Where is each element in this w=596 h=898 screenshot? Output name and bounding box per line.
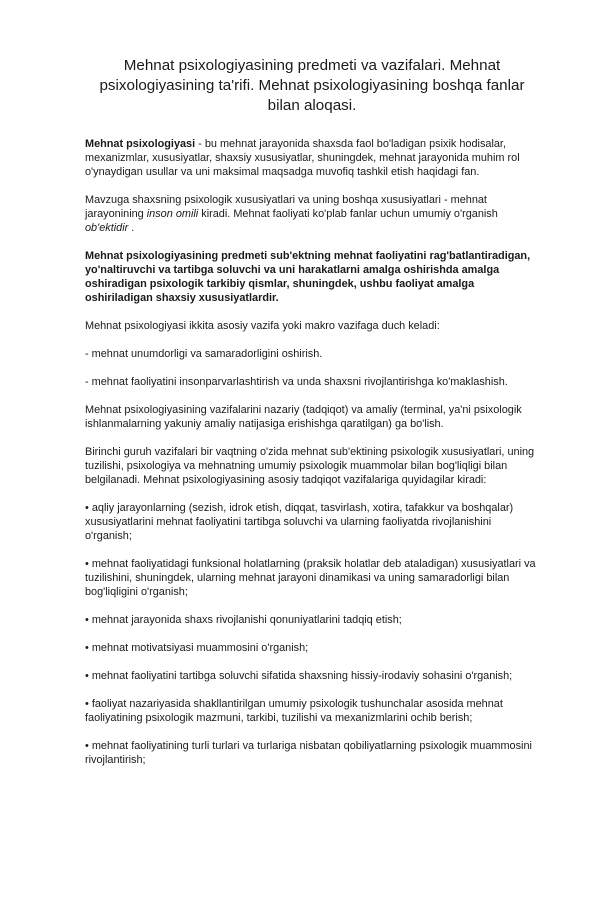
- definition-term: Mehnat psixologiyasi: [85, 138, 196, 150]
- bullet-item: • faoliyat nazariyasida shakllantirilgan umumiy psixologik tushunchalar asosida mehnat faoliyatining psixologik mazmuni, tarkibi, tuzilishi va mexanizmlarini ochib berish;: [85, 698, 503, 724]
- bullet-item: • mehnat faoliyatining turli turlari va turlariga nisbatan qobiliyatlarning psixologik muammosini rivojlantirish;: [85, 740, 532, 766]
- definition-text: - bu mehnat jarayonida shaxsda faol bo'ladigan psixik hodisalar, mexanizmlar, xususiyatlar, shaxsiy xususiyatlar, shuningdek, mehnat jarayonida muhim rol o'ynaydigan usullar va uni maksimal maqsadga muvofiq tashkil etish haqidagi fan.: [85, 138, 520, 178]
- tasks-division-paragraph: Mehnat psixologiyasining vazifalarini nazariy (tadqiqot) va amaliy (terminal, ya'ni psixologik ishlanmalarning yakuniy amaliy natijasiga erishishga qaratilgan) ga bo'lish.: [85, 404, 522, 430]
- document-body: [85, 137, 539, 767]
- first-group-paragraph: Birinchi guruh vazifalari bir vaqtning o'zida mehnat sub'ektining psixologik xususiyatlari, uning tuzilishi, psixologiya va mehnatning umumiy psixologik muammolar bilan bog'liqligi bilan belgilanadi. Mehnat psixologiyasining asosiy tadqiqot vazifalariga quyidagilar kiradi:: [85, 446, 535, 486]
- subject-text-b: kiradi. Mehnat faoliyati ko'plab fanlar uchun umumiy o'rganish: [198, 208, 498, 220]
- task-item-1: - mehnat unumdorligi va samaradorligini oshirish.: [85, 348, 323, 360]
- definition-paragraph: [85, 137, 539, 179]
- bullet-item: • aqliy jarayonlarning (sezish, idrok etish, diqqat, tasvirlash, xotira, tafakkur va boshqalar) xususiyatlarini mehnat faoliyatini tartibga soluvchi va ularning faoliyatda rivojlanishini o'rganish;: [85, 502, 514, 542]
- document-title: Mehnat psixologiyasining predmeti va vazifalari. Mehnat psixologiyasining ta'rifi. Mehnat psixologiyasining boshqa fanlar bilan aloqasi.: [99, 57, 525, 114]
- subject-paragraph: [85, 193, 539, 235]
- bullet-item: • mehnat faoliyatini tartibga soluvchi sifatida shaxsning hissiy-irodaviy sohasini o'rganish;: [85, 670, 513, 682]
- predmet-paragraph: Mehnat psixologiyasining predmeti sub'ektning mehnat faoliyatini rag'batlantiradigan, yo'naltiruvchi va tartibga soluvchi va uni harakatlarni amalga oshirishda amalga oshiradigan psixologik tarkibiy qismlar, shuningdek, ushbu faoliyat amalga oshiriladigan shaxsiy xususiyatlardir.: [85, 250, 531, 304]
- task-item-2: - mehnat faoliyatini insonparvarlashtirish va unda shaxsni rivojlantirishga ko'maklashish.: [85, 376, 508, 388]
- bullet-item: • mehnat faoliyatidagi funksional holatlarning (praksik holatlar deb ataladigan) xususiyatlari va tuzilishini, shuningdek, ularning mehnat jarayoni dinamikasi va uning samaradorligi bilan bog'liqligini o'rganish;: [85, 558, 536, 598]
- document-page: [0, 56, 596, 898]
- bullet-item: • mehnat motivatsiyasi muammosini o'rganish;: [85, 642, 309, 654]
- emphasis-inson-omili: inson omili: [146, 208, 199, 220]
- tasks-intro-paragraph: Mehnat psixologiyasi ikkita asosiy vazifa yoki makro vazifaga duch keladi:: [85, 320, 440, 332]
- bullet-item: • mehnat jarayonida shaxs rivojlanishi qonuniyatlarini tadqiq etish;: [85, 614, 402, 626]
- subject-text-c: .: [128, 222, 135, 234]
- subject-text-a: Mavzuga shaxsning psixologik xususiyatlari va uning boshqa xususiyatlari - mehnat jarayonining: [85, 194, 487, 220]
- emphasis-obektidir: ob'ektidir: [85, 222, 129, 234]
